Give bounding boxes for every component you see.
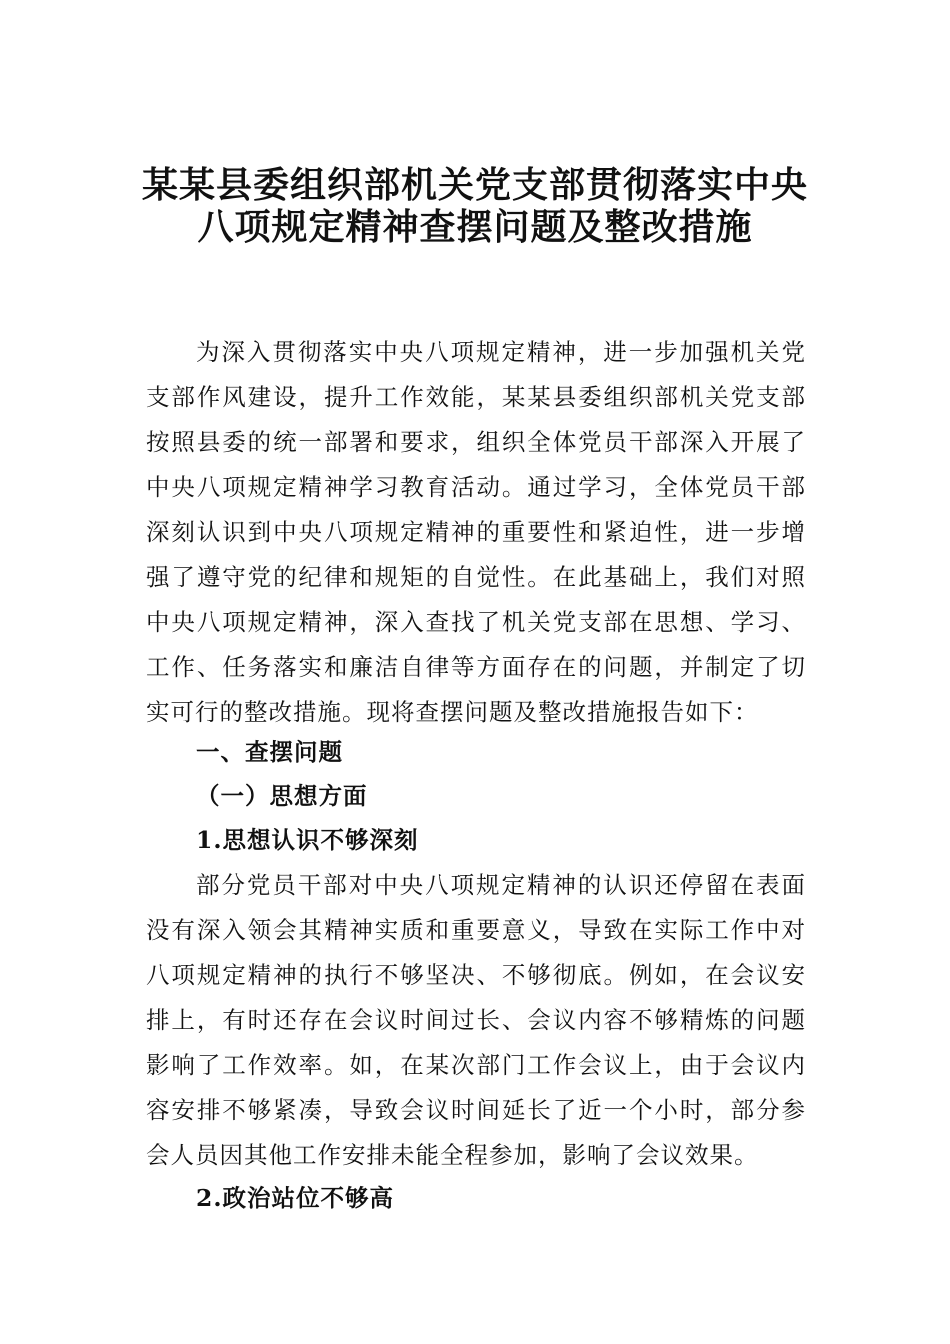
item-1-paragraph: 部分党员干部对中央八项规定精神的认识还停留在表面没有深入领会其精神实质和重要意义，导致在实际工作中对八项规定精神的执行不够坚决、不够彻底。例如，在会议安排上，有时还存在会议时间过长、会议内容不够精炼的问题影响了工作效率。如，在某次部门工作会议上，由于会议内容安排不够紧凑，导致会议时间延长了近一个小时，部分参会人员因其他工作安排未能全程参加，影响了会议效果。 (146, 871, 806, 1169)
document-title-line-1: 某某县委组织部机关党支部贯彻落实中央 (141, 165, 808, 206)
intro-paragraph: 为深入贯彻落实中央八项规定精神，进一步加强机关党支部作风建设，提升工作效能，某某县委组织部机关党支部按照县委的统一部署和要求，组织全体党员干部深入开展了中央八项规定精神学习教育活动。通过学习，全体党员干部深刻认识到中央八项规定精神的重要性和紧迫性，进一步增强了遵守党的纪律和规矩的自觉性。在此基础上，我们对照中央八项规定精神，深入查找了机关党支部在思想、学习、工作、任务落实和廉洁自律等方面存在的问题，并制定了切实可行的整改措施。现将查摆问题及整改措施报告如下： (146, 338, 806, 726)
document-title-line-2: 八项规定精神查摆问题及整改措施 (197, 207, 753, 248)
item-heading-2: 2.政治站位不够高 (196, 1184, 395, 1212)
section-heading-problems: 一、查摆问题 (196, 738, 343, 766)
item-heading-1: 1.思想认识不够深刻 (196, 826, 419, 854)
subsection-heading-thinking: （一）思想方面 (196, 782, 368, 810)
